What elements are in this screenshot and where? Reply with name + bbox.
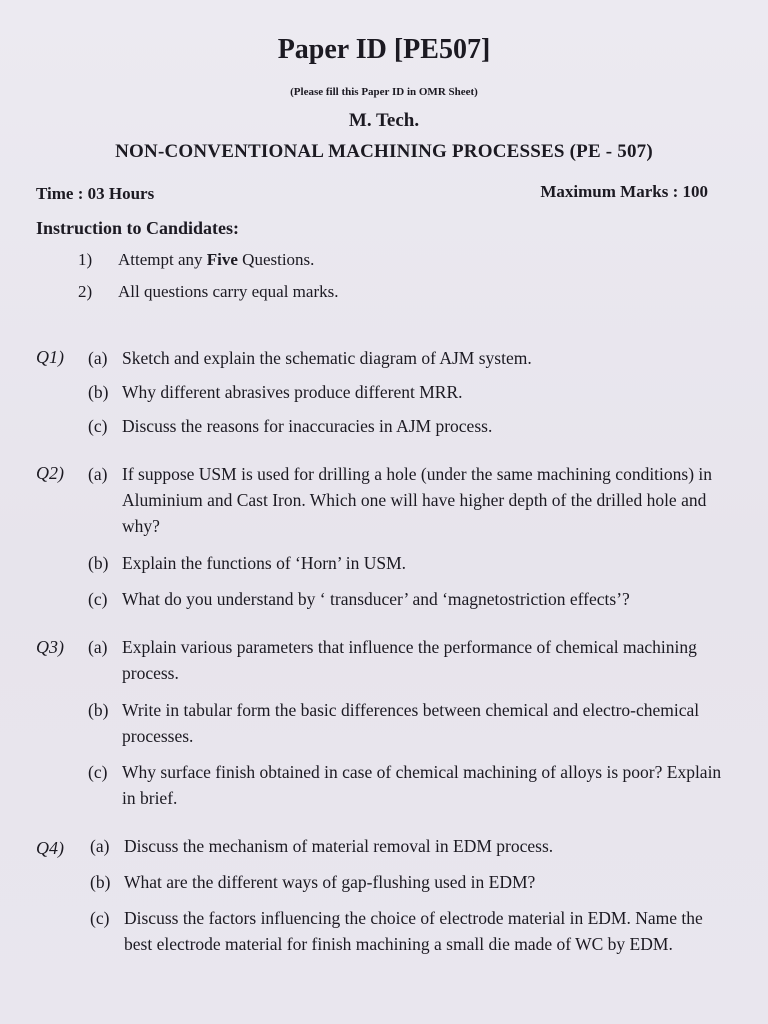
question-part <box>88 345 728 371</box>
part-text: Why different abrasives produce different MRR. <box>122 382 463 402</box>
instruction-text-pre: Attempt any <box>118 250 207 269</box>
question-part <box>88 634 728 686</box>
instruction-number: 1) <box>78 250 93 269</box>
question-part <box>88 413 728 439</box>
question-part <box>90 869 730 895</box>
instruction-text-bold: Five <box>206 250 238 269</box>
question-label-q4: Q4) <box>36 838 64 858</box>
question-part <box>90 905 730 957</box>
part-text: Write in tabular form the basic differences between chemical and electro-chemical processes. <box>122 700 700 746</box>
question-part <box>88 759 728 811</box>
instruction-text-post: Questions. <box>237 250 315 269</box>
part-label: (b) <box>88 382 109 402</box>
part-label: (b) <box>90 872 111 892</box>
part-text: Discuss the mechanism of material removal in EDM process. <box>124 836 554 856</box>
part-label: (c) <box>88 589 108 609</box>
exam-time: Time : 03 Hours <box>36 184 155 203</box>
part-text: Discuss the reasons for inaccuracies in AJM process. <box>122 416 493 436</box>
part-text: What do you understand by ‘ transducer’ and ‘magnetostriction effects’? <box>122 589 630 609</box>
part-text: Discuss the factors influencing the choice of electrode material in EDM. Name the best electrode material for finish machining a small die made of WC by EDM. <box>124 908 703 954</box>
omr-note: (Please fill this Paper ID in OMR Sheet) <box>290 86 478 98</box>
question-part <box>88 379 728 405</box>
part-label: (c) <box>90 908 110 928</box>
question-part <box>88 586 736 612</box>
question-part <box>88 697 728 749</box>
question-part <box>88 461 728 539</box>
instruction-item <box>78 250 314 270</box>
part-label: (a) <box>88 464 108 484</box>
instructions-title: Instruction to Candidates: <box>36 218 240 238</box>
part-text: Explain various parameters that influence the performance of chemical machining process. <box>122 637 697 683</box>
paper-id-title: Paper ID [PE507] <box>277 34 491 65</box>
part-text: Sketch and explain the schematic diagram of AJM system. <box>122 348 532 368</box>
part-label: (b) <box>88 553 109 573</box>
instruction-number: 2) <box>78 282 93 301</box>
part-label: (c) <box>88 762 108 782</box>
part-text: Why surface finish obtained in case of chemical machining of alloys is poor? Explain in brief. <box>122 762 722 808</box>
part-text: Explain the functions of ‘Horn’ in USM. <box>122 553 407 573</box>
part-label: (a) <box>88 348 108 368</box>
question-part <box>90 833 730 859</box>
part-text: If suppose USM is used for drilling a hole (under the same machining conditions) in Aluminium and Cast Iron. Which one will have higher depth of the drilled hole and why? <box>122 464 713 536</box>
part-label: (a) <box>90 836 110 856</box>
instruction-item <box>78 282 338 302</box>
maximum-marks: Maximum Marks : 100 <box>540 182 708 201</box>
question-label-q1: Q1) <box>36 347 64 367</box>
question-label-q3: Q3) <box>36 637 64 657</box>
part-label: (a) <box>88 637 108 657</box>
part-text: What are the different ways of gap-flushing used in EDM? <box>124 872 536 892</box>
part-label: (b) <box>88 700 109 720</box>
degree-title: M. Tech. <box>348 110 420 131</box>
part-label: (c) <box>88 416 108 436</box>
course-title: NON-CONVENTIONAL MACHINING PROCESSES (PE - 507) <box>115 141 653 162</box>
question-label-q2: Q2) <box>36 463 64 483</box>
question-part <box>88 550 728 576</box>
instruction-text: All questions carry equal marks. <box>118 282 339 301</box>
